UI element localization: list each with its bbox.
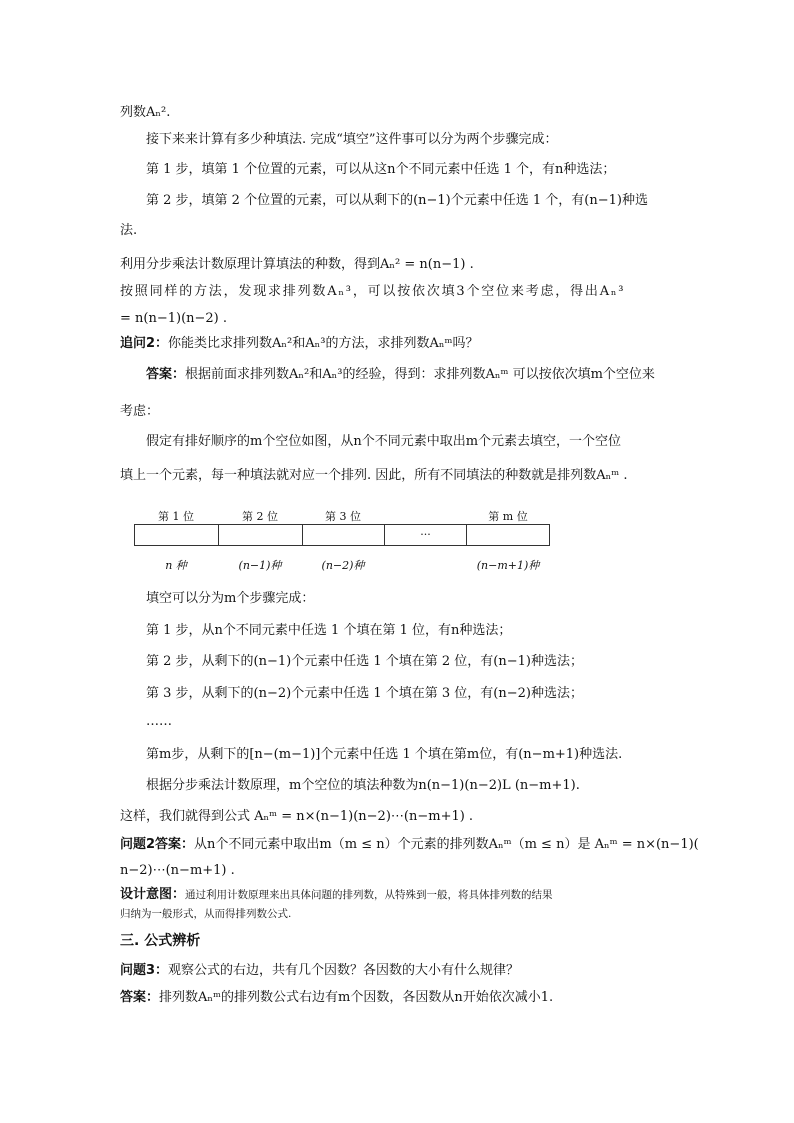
design-intent: [120, 886, 553, 904]
text-line: 接下来来计算有多少种填法. 完成“填空”这件事可以分为两个步骤完成：: [146, 132, 558, 147]
text-line: 法.: [120, 223, 138, 238]
text-line: 列数Aₙ².: [120, 105, 171, 120]
diagram-header: 第 2 位: [242, 510, 278, 523]
text-line: 填上一个元素，每一种填法就对应一个排列. 因此，所有不同填法的种数就是排列数Aₙᵐ .: [120, 468, 628, 483]
diagram-cell: [219, 525, 303, 545]
text-line: 第 1 步，填第 1 个位置的元素，可以从这n个不同元素中任选 1 个，有n种选法；: [146, 162, 616, 177]
question-label: 追问2：: [120, 336, 169, 351]
design-intent-text: 通过利用计数原理来出具体问题的排列数，从特殊到一般，将具体排列数的结果: [185, 889, 553, 901]
text-line: n−2)⋯(n−m+1) .: [120, 863, 235, 878]
diagram-header: 第 3 位: [325, 510, 361, 523]
text-line: 根据分步乘法计数原理，m个空位的填法种数为n(n−1)(n−2)L (n−m+1).: [146, 778, 580, 793]
follow-up-question: [120, 335, 478, 353]
text-line: 第 2 步，从剩下的(n−1)个元素中任选 1 个填在第 2 位，有(n−1)种选法；: [146, 654, 583, 669]
answer-text: 根据前面求排列数Aₙ²和Aₙ³的经验，得到：求排列数Aₙᵐ 可以按依次填m个空位来: [185, 367, 655, 382]
text-line: ……: [146, 714, 172, 729]
text-line: 第 1 步，从n个不同元素中任选 1 个填在第 1 位，有n种选法；: [146, 623, 512, 638]
design-intent-label: 设计意图：: [120, 887, 186, 902]
answer-label: 答案：: [146, 367, 186, 382]
text-line: 这样，我们就得到公式 Aₙᵐ = n×(n−1)(n−2)⋯(n−m+1) .: [120, 809, 474, 824]
position-diagram: [134, 524, 550, 546]
diagram-footer: (n−m+1)种: [476, 559, 540, 572]
text-line: 第m步，从剩下的[n−(m−1)]个元素中任选 1 个填在第m位，有(n−m+1)种选法.: [146, 747, 623, 762]
diagram-header: 第 1 位: [158, 510, 194, 523]
answer-label: 答案：: [120, 990, 160, 1005]
question-text: 你能类比求排列数Aₙ²和Aₙ³的方法，求排列数Aₙᵐ吗？: [168, 336, 479, 351]
answer-text: 排列数Aₙᵐ的排列数公式右边有m个因数，各因数从n开始依次减小1.: [159, 990, 554, 1005]
text-line: = n(n−1)(n−2) .: [120, 311, 228, 326]
diagram-header: 第 m 位: [488, 510, 528, 523]
text-line: 按照同样的方法，发现求排列数Aₙ³，可以按依次填3个空位来考虑，得出Aₙ³: [120, 284, 626, 299]
diagram-cell: ···: [385, 525, 467, 545]
answer-line: [146, 366, 655, 384]
text-line: 考虑：: [120, 404, 160, 419]
problem-answer-label: 问题2答案：: [120, 837, 195, 852]
problem-3-label: 问题3：: [120, 963, 169, 978]
section-heading: 三. 公式辨析: [120, 933, 201, 949]
text-line: 第 3 步，从剩下的(n−2)个元素中任选 1 个填在第 3 位，有(n−2)种选法；: [146, 686, 583, 701]
problem-answer: [120, 836, 699, 854]
problem-answer-text: 从n个不同元素中取出m（m ≤ n）个元素的排列数Aₙᵐ（m ≤ n）是 Aₙᵐ = n×(n−1)(: [194, 837, 699, 852]
diagram-cell: [303, 525, 385, 545]
text-line: 假定有排好顺序的m个空位如图，从n个不同元素中取出m个元素去填空，一个空位: [146, 434, 622, 449]
diagram-footer: (n−2)种: [321, 559, 365, 572]
problem-3: [120, 962, 519, 980]
text-line: 第 2 步，填第 2 个位置的元素，可以从剩下的(n−1)个元素中任选 1 个，有(n−1)种选: [146, 193, 648, 208]
problem-3-text: 观察公式的右边，共有几个因数？各因数的大小有什么规律？: [168, 963, 520, 978]
diagram-cell: [135, 525, 219, 545]
diagram-footer: (n−1)种: [238, 559, 282, 572]
problem-3-answer: [120, 989, 553, 1007]
text-line: 填空可以分为m个步骤完成：: [146, 591, 315, 606]
diagram-cell: [467, 525, 549, 545]
text-line: 归纳为一般形式，从而得排列数公式.: [120, 908, 292, 920]
text-line: 利用分步乘法计数原理计算填法的种数，得到Aₙ² = n(n−1) .: [120, 257, 474, 272]
diagram-footer: n 种: [165, 559, 187, 572]
